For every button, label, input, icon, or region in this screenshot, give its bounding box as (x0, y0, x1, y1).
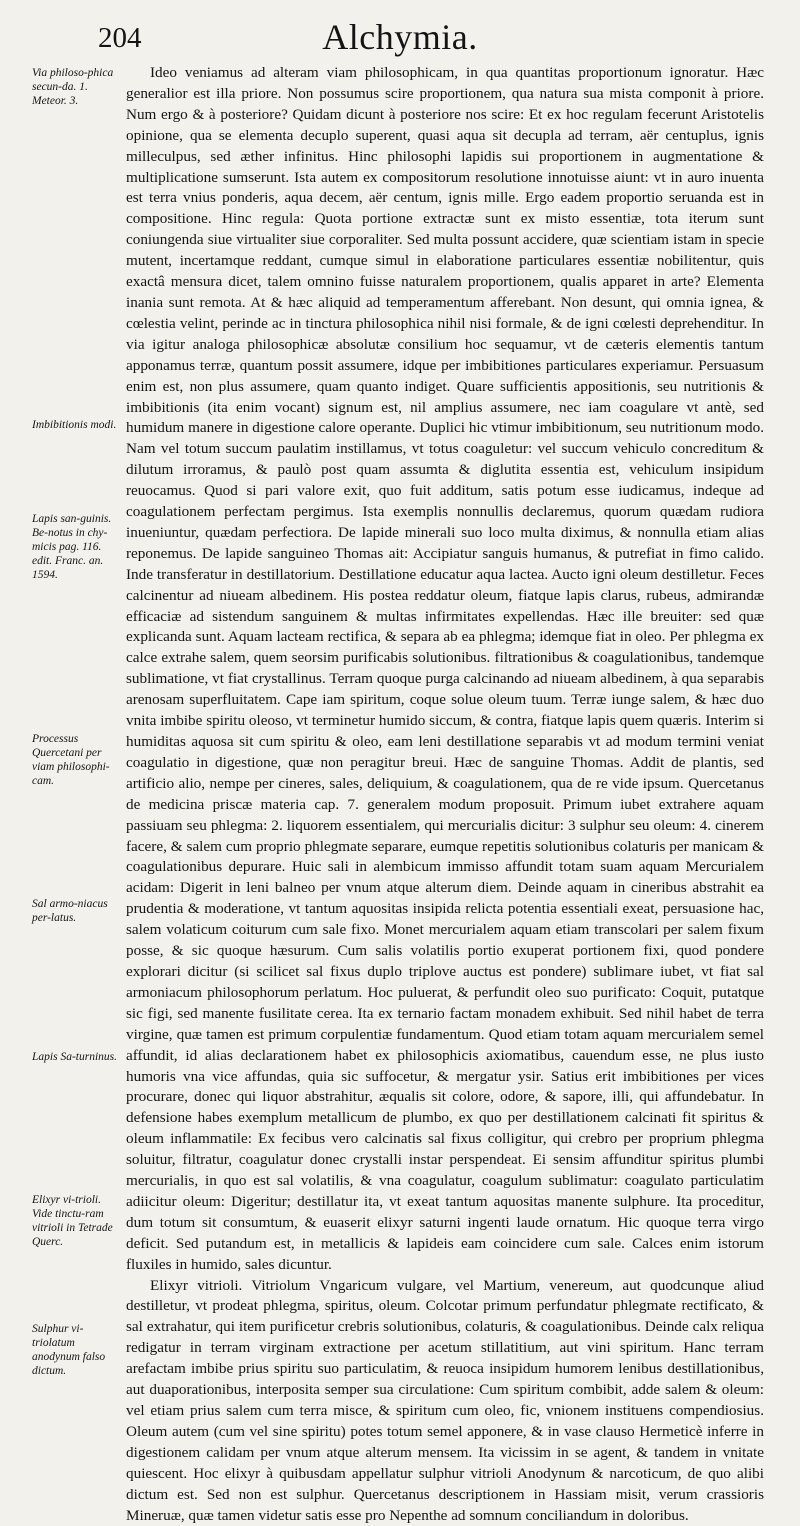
paragraph: Elixyr vitrioli. Vitriolum Vngaricum vulgare, vel Martium, venereum, aut quodcunque aliud destilletur, vt prodeat phlegma, spiritus, oleum. Colcotar primum perfundatur phlegmate rectificato, & sal extrahatur, qui item purificetur crebris solutionibus, colaturis, & coagulationibus. Deinde calx reliqua redigatur in terram virginam extractione per acetum stillatitium, aut vini spiritum. Hanc terram arefactam imbibe prius spiritu suo particulatim, & reuoca insipidum humorem lenibus destillationibus, aut duaporationibus, interposita semper sua circulatione: Cum spiritum combibit, adde salem & oleum: vel etiam prius salem cum terra misce, & spiritum cum oleo, fic, vnionem instituens compendiosius. Oleum autem (cum vel sine spiritu) potes totum semel apponere, & in vase clauso Hermeticè inferre in digestionem calidam per vnum atque alterum mensem. Ita vicissim in se agent, & tandem in vnitate quiescent. Hoc elixyr à quibusdam appellatur sulphur vitrioli Anodynum & narcoticum, de quo alibi dictum est. Sed non est sulphur. Quercetanus descriptionem in Hassiam misit, verum crassioris Mineruæ, quæ tamen videtur satis esse pro Nepenthe ad somnum conciliandum in doloribus. (126, 1276, 764, 1524)
main-text (126, 63, 764, 1524)
marginal-note: Elixyr vi-trioli. Vide tinctu-ram vitrioli in Tetrade Querc. (32, 1194, 113, 1248)
paragraph: Ideo veniamus ad alteram viam philosophicam, in qua quantitas proportionum ignoratur. Hæc generalior est illa priore. Non possumus scire proportionem, qua natura sua mista componit à priore. Num ergo & à posteriore? Quidam dicunt à posteriore nos scire: Et ex hoc regulam fecerunt Aristotelis opinione, qua se elementa decuplo superent, quasi aqua sit decupla ad terram, aër centuplus, ignis milleculpus, sed æther infinitus. Hinc philosophi lapidis sui proportionem in augmentatione & multiplicatione sumserunt. Ista autem ex compositorum resolutione innotuisse aiunt: vt in auro inuenta est terra vnius ponderis, aqua decem, aër centum, ignis mille. Ergo eadem proportio seruanda est in compositione. Hinc regula: Quota portione extractæ sunt ex misto essentiæ, tota iterum sunt coniungenda siue virtualiter siue corporaliter. Sed multa possunt accidere, quæ scientiam istam in specie mutent, incertamque reddant, cumque simul in elaboratione particulares essentiæ nobilitentur, quis exactâ mensura dicet, talem omnino fuisse naturalem proportionem, qualis apparet in arte? Elementa inania sunt remota. At & hæc aliquid ad temperamentum afferebant. Non desunt, qui omnia ignea, & cœlestia velint, perinde ac in tinctura philosophica nihil nisi formale, & de igni cœlesti deprehenditur. In via igitur analoga philosophicæ absolutæ consilium hoc sequamur, vt de cæteris elementis tantum apponamus terræ, quantum possit assumere, idque per imbibitiones particulares experiamur. Persuasum enim est, non plus assumere, quam quanto indiget. Quare sufficientis appositionis, seu nutritionis & imbibitionis (ita enim vocant) signum est, nil amplius assumere, nec iam coagulare vt antè, sed humidum manere in digestione calore operante. Duplici hic vtimur imbibitionum, seu nutritionum modo. Nam vel totum succum paulatim instillamus, vt totus coaguletur: vel succum vehiculo concreditum & dilutum irroramus, & paulò post quam assumta & diglutita essentia est, vehiculum insipidum reuocamus. Quod si pari valore exit, quo fuit additum, satis potum esse iudicamus, indeque ad coagulationem perfectam pergimus. Ista exemplis nonnullis declaremus, quorum quædam rudiora inueniuntur, quædam perfectiora. De lapide minerali suo loco multa diximus, & nonnulla etiam alias reponemus. De lapide sanguineo Thomas ait: Accipiatur sanguis humanus, & putrefiat in fimo calido. Inde transferatur in destillatorium. Destillatione educatur aqua lactea. Aucto igni oleum destilletur. Feces calcinentur ad niueam albedinem. His postea reddatur oleum, fiatque lapis clarus, rubeus, admirandæ efficaciæ ad sistendum sanguinem & multas infirmitates expellendas. Hæc ille breuiter: sed quæ explicanda sunt. Aquam lacteam rectifica, & separa ab ea phlegma; idemque fiat in oleo. Per phlegma ex calce extrahe salem, quem seorsim purificabis solutionibus. filtrationibus & coagulationibus, tandemque sublimatione, vt fiat crystallinus. Terram quoque purga calcinando ad niueam albedinem, à qua separabis arenosam superfluitatem. Cape iam spiritum, coque solue oleum tuum. Terræ iunge salem, & hæc duo vnita imbibe spiritu oleoso, vt terminetur humido siccum, & contra, fiatque lapis quem quæris. Interim si humiditas aquosa sit cum spiritu & oleo, eam leni destillatione separabis vt ad modum termini veniat coagulatio in digestione, quæ non peragitur breui. Hæc de sanguine Thomas. Addit de plantis, sed artificio alio, nempe per cineres, sales, deliquium, & coagulationem, qua de re vide ipsum. Quercetanus de medicina priscæ materia cap. 7. generalem modum proposuit. Primum iubet extrahere aquam passiuam seu phlegma: 2. liquorem essentialem, qui mercurialis dicitur: 3 sulphur seu oleum: 4. cinerem facere, & salem cum proprio phlegmate separare, eumque repetitis solutionibus colaturis per manicam & coagulationibus depurare. Huic sali in alembicum immisso affundit totam suam aquam Mercurialem acidam: Digerit in leni balneo per vnum atque alterum diem. Deinde aquam in cineribus abstrahit ea prudentia & moderatione, vt tantum aquositas insipida relicta potentia essentiali exeat, persuasione hac, salem volaticum coiturum cum sale fixo. Monet mercurialem aquam etiam transcolari per salem fixum posse, & sic quoque hæsurum. Cum salis volatilis portio exuperat portionem fixi, quod pondere explorari dicitur (si scilicet sal fixus duplo triplove auctus est pondere) sublimare iubet, vt fiat sal armoniacum philosophorum perlatum. Hoc puluerat, & perfundit oleo suo purificato: Coquit, putatque sic figi, sed manente fusilitate cerea. Ita ex ternario factam monadem exhibuit. Sed nihil habet de terra virgine, quæ tamen est primum corpulentiæ fundamentum. Quod etiam totam aquam mercurialem semel affundit, id alias declarationem habet ex philosophicis axiomatibus, cauendum esse, ne plus iusto humoris vna vice affundas, quia sic suffocetur, & mergatur ysir. Satius erit imbibitiones per vices procurare, donec qui liquor abstrahitur, æqualis sit colore, odore, & sapore, illi, qui affundebatur. In defensione habes exemplum metallicum de plumbo, ex quo per destillationem calcinati fit spiritus & oleum inflammatile: Ex fecibus vero calcinatis sal fixus colligitur, qui crebro per proprium phlegma soluitur, filtratur, coagulatur donec crystalli instar perspendeat. Ei sensim affunditur spiritus plumbi mercurialis, in quo est sal volatilis, & vna coagulatur, coagulum sublimatur: coagulato particulatim adiicitur oleum: Digeritur; destillatur ita, vt exeat tantum aquositas manente sulphure. Ita proceditur, dum totum sit consumtum, & euaserit elixyr saturni ingenti laude ornatum. Hic quoque terra virgo deficit. Sed putandum est, in metallicis & lapideis eam coincidere cum sale. Calces enim istorum fluxiles in humido, sales dicuntur. (126, 64, 764, 1273)
page-number: 204 (98, 22, 142, 54)
marginal-note: Lapis Sa-turninus. (32, 1051, 117, 1063)
marginal-note: Via philoso-phica secun-da. 1. Meteor. 3. (32, 67, 114, 107)
marginal-note: Sal armo-niacus per-latus. (32, 898, 108, 924)
running-head: Alchymia. (322, 17, 478, 57)
marginal-note: Sulphur vi-triolatum anodynum falso dictum. (32, 1323, 106, 1377)
marginal-note: Processus Quercetani per viam philosophi-cam. (32, 733, 110, 787)
marginal-note: Lapis san-guinis. Be-notus in chy-micis pag. 116. edit. Franc. an. 1594. (32, 513, 112, 581)
marginal-note: Imbibitionis modi. (32, 419, 117, 431)
